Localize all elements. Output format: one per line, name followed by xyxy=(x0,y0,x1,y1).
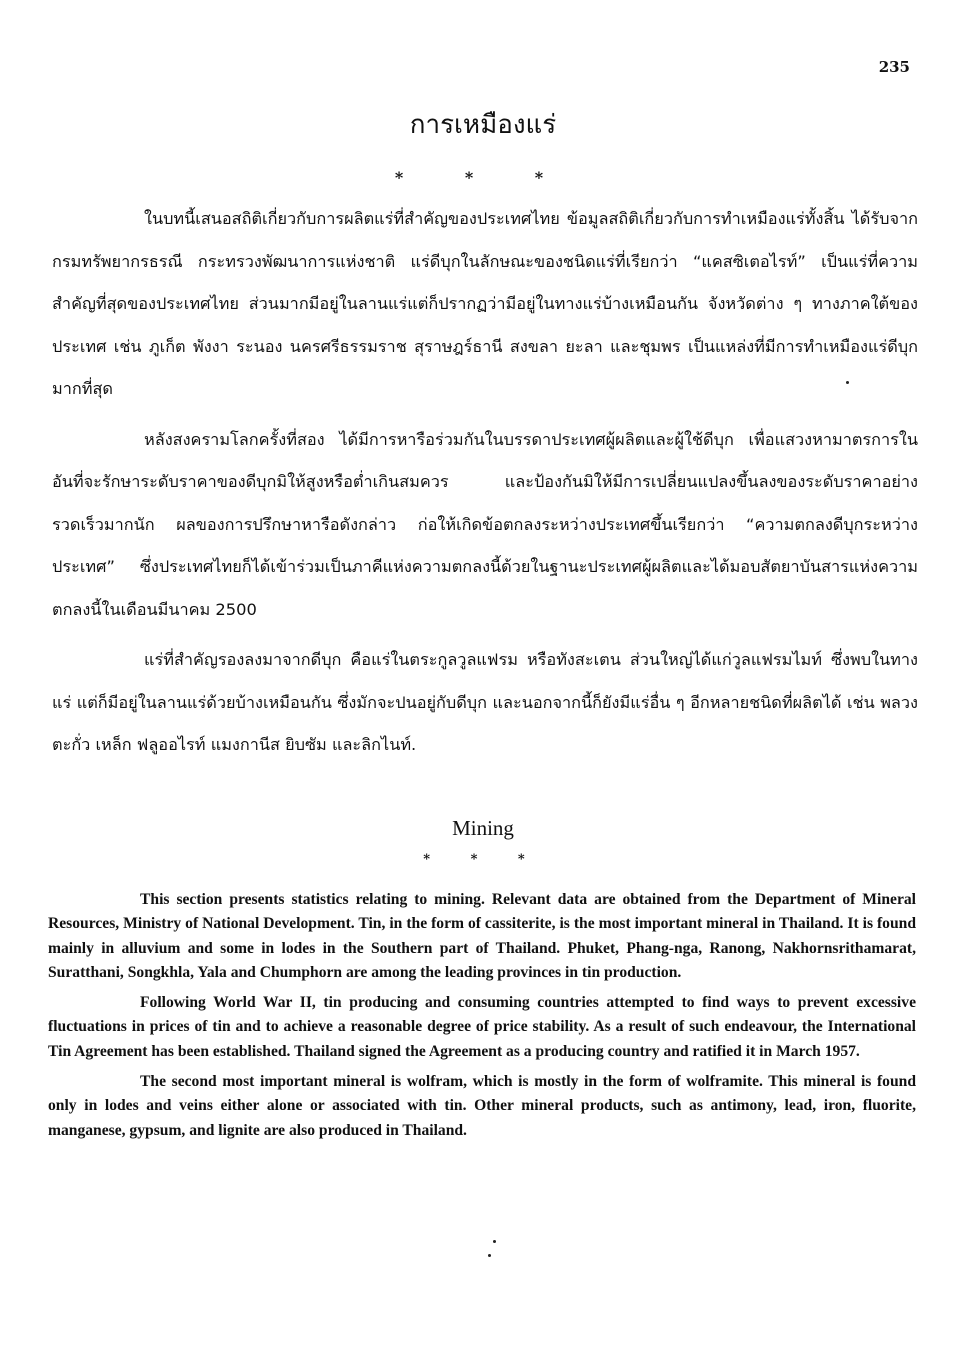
page-number: 235 xyxy=(878,58,910,76)
english-paragraph-1: This section presents statistics relating to mining. Relevant data are obtained from the Department of Mineral Resources, Ministry of National Development. Tin, in the form of cassiterite, is the most important mineral in Thailand. It is found mainly in alluvium and some in lodes in the Southern part of Thailand. Phuket, Phang-nga, Ranong, Nakhornsrithamarat, Suratthani, Songkhla, Yala and Chumphorn are among the leading provinces in tin production. xyxy=(48,891,916,981)
english-paragraph-3: The second most important mineral is wolfram, which is mostly in the form of wolframite. This mineral is found only in lodes and veins either alone or associated with tin. Other mineral products, such as antimony, lead, iron, fluorite, manganese, gypsum, and lignite are also produced in Thailand. xyxy=(48,1073,916,1139)
scan-speck xyxy=(488,1254,491,1257)
scan-speck xyxy=(493,1240,496,1243)
english-section-title: Mining xyxy=(452,816,514,840)
thai-paragraph-1: ในบทนี้เสนอสถิติเกี่ยวกับการผลิตแร่ที่สำคัญของประเทศไทย ข้อมูลสถิติเกี่ยวกับการทำเหมืองแร่ทั้งสิ้น ได้รับจากกรมทรัพยากรธรณี กระทรวงพัฒนาการแห่งชาติ แร่ดีบุกในลักษณะของชนิดแร่ที่เรียกว่า “แคสซิเตอไรท์” เป็นแร่ที่ความสำคัญที่สุดของประเทศไทย ส่วนมากมีอยู่ในลานแร่แต่ก็ปรากฏว่ามีอยู่ในทางแร่บ้างเหมือนกัน จังหวัดต่าง ๆ ทางภาคใต้ของประเทศ เช่น ภูเก็ต พังงา ระนอง นครศรีธรรมราช สุราษฎร์ธานี สงขลา ยะลา และชุมพร เป็นแหล่งที่มีการทำเหมืองแร่ดีบุกมากที่สุด xyxy=(52,209,918,398)
english-section-separator: * * * xyxy=(423,852,543,867)
english-body xyxy=(48,888,916,1149)
scan-speck xyxy=(846,381,849,384)
thai-body xyxy=(52,198,918,775)
thai-paragraph-3: แร่ที่สำคัญรองลงมาจากดีบุก คือแร่ในตระกูลวูลแฟรม หรือทังสะเตน ส่วนใหญ่ได้แก่วูลแฟรมไมท์ ซึ่งพบในทางแร่ แต่ก็มีอยู่ในลานแร่ด้วยบ้างเหมือนกัน ซึ่งมักจะปนอยู่กับดีบุก และนอกจากนี้ก็ยังมีแร่อื่น ๆ อีกหลายชนิดที่ผลิตได้ เช่น พลวง ตะกั่ว เหล็ก ฟลูออไรท์ แมงกานีส ยิบซัม และลิกไนท์. xyxy=(52,650,918,754)
thai-paragraph-2: หลังสงครามโลกครั้งที่สอง ได้มีการหารือร่วมกันในบรรดาประเทศผู้ผลิตและผู้ใช้ดีบุก เพื่อแสวงหามาตรการในอันที่จะรักษาระดับราคาของดีบุกมิให้สูงหรือต่ำเกินสมควร และป้องกันมิให้มีการเปลี่ยนแปลงขึ้นลงของระดับราคาอย่างรวดเร็วมากนัก ผลของการปรึกษาหารือดังกล่าว ก่อให้เกิดข้อตกลงระหว่างประเทศขึ้นเรียกว่า “ความตกลงดีบุกระหว่างประเทศ” ซึ่งประเทศไทยก็ได้เข้าร่วมเป็นภาคีแห่งความตกลงนี้ด้วยในฐานะประเทศผู้ผลิตและได้มอบสัตยาบันสารแห่งความตกลงนี้ในเดือนมีนาคม 2500 xyxy=(52,429,918,619)
thai-section-separator: * * * xyxy=(394,168,572,187)
thai-section-title: การเหมืองแร่ xyxy=(409,110,557,140)
english-paragraph-2: Following World War II, tin producing and consuming countries attempted to find ways to prevent excessive fluctuations in prices of tin and to achieve a reasonable degree of price stability. As a result of such endeavour, the International Tin Agreement has been established. Thailand signed the Agreement as a producing country and ratified it in March 1957. xyxy=(48,994,916,1060)
